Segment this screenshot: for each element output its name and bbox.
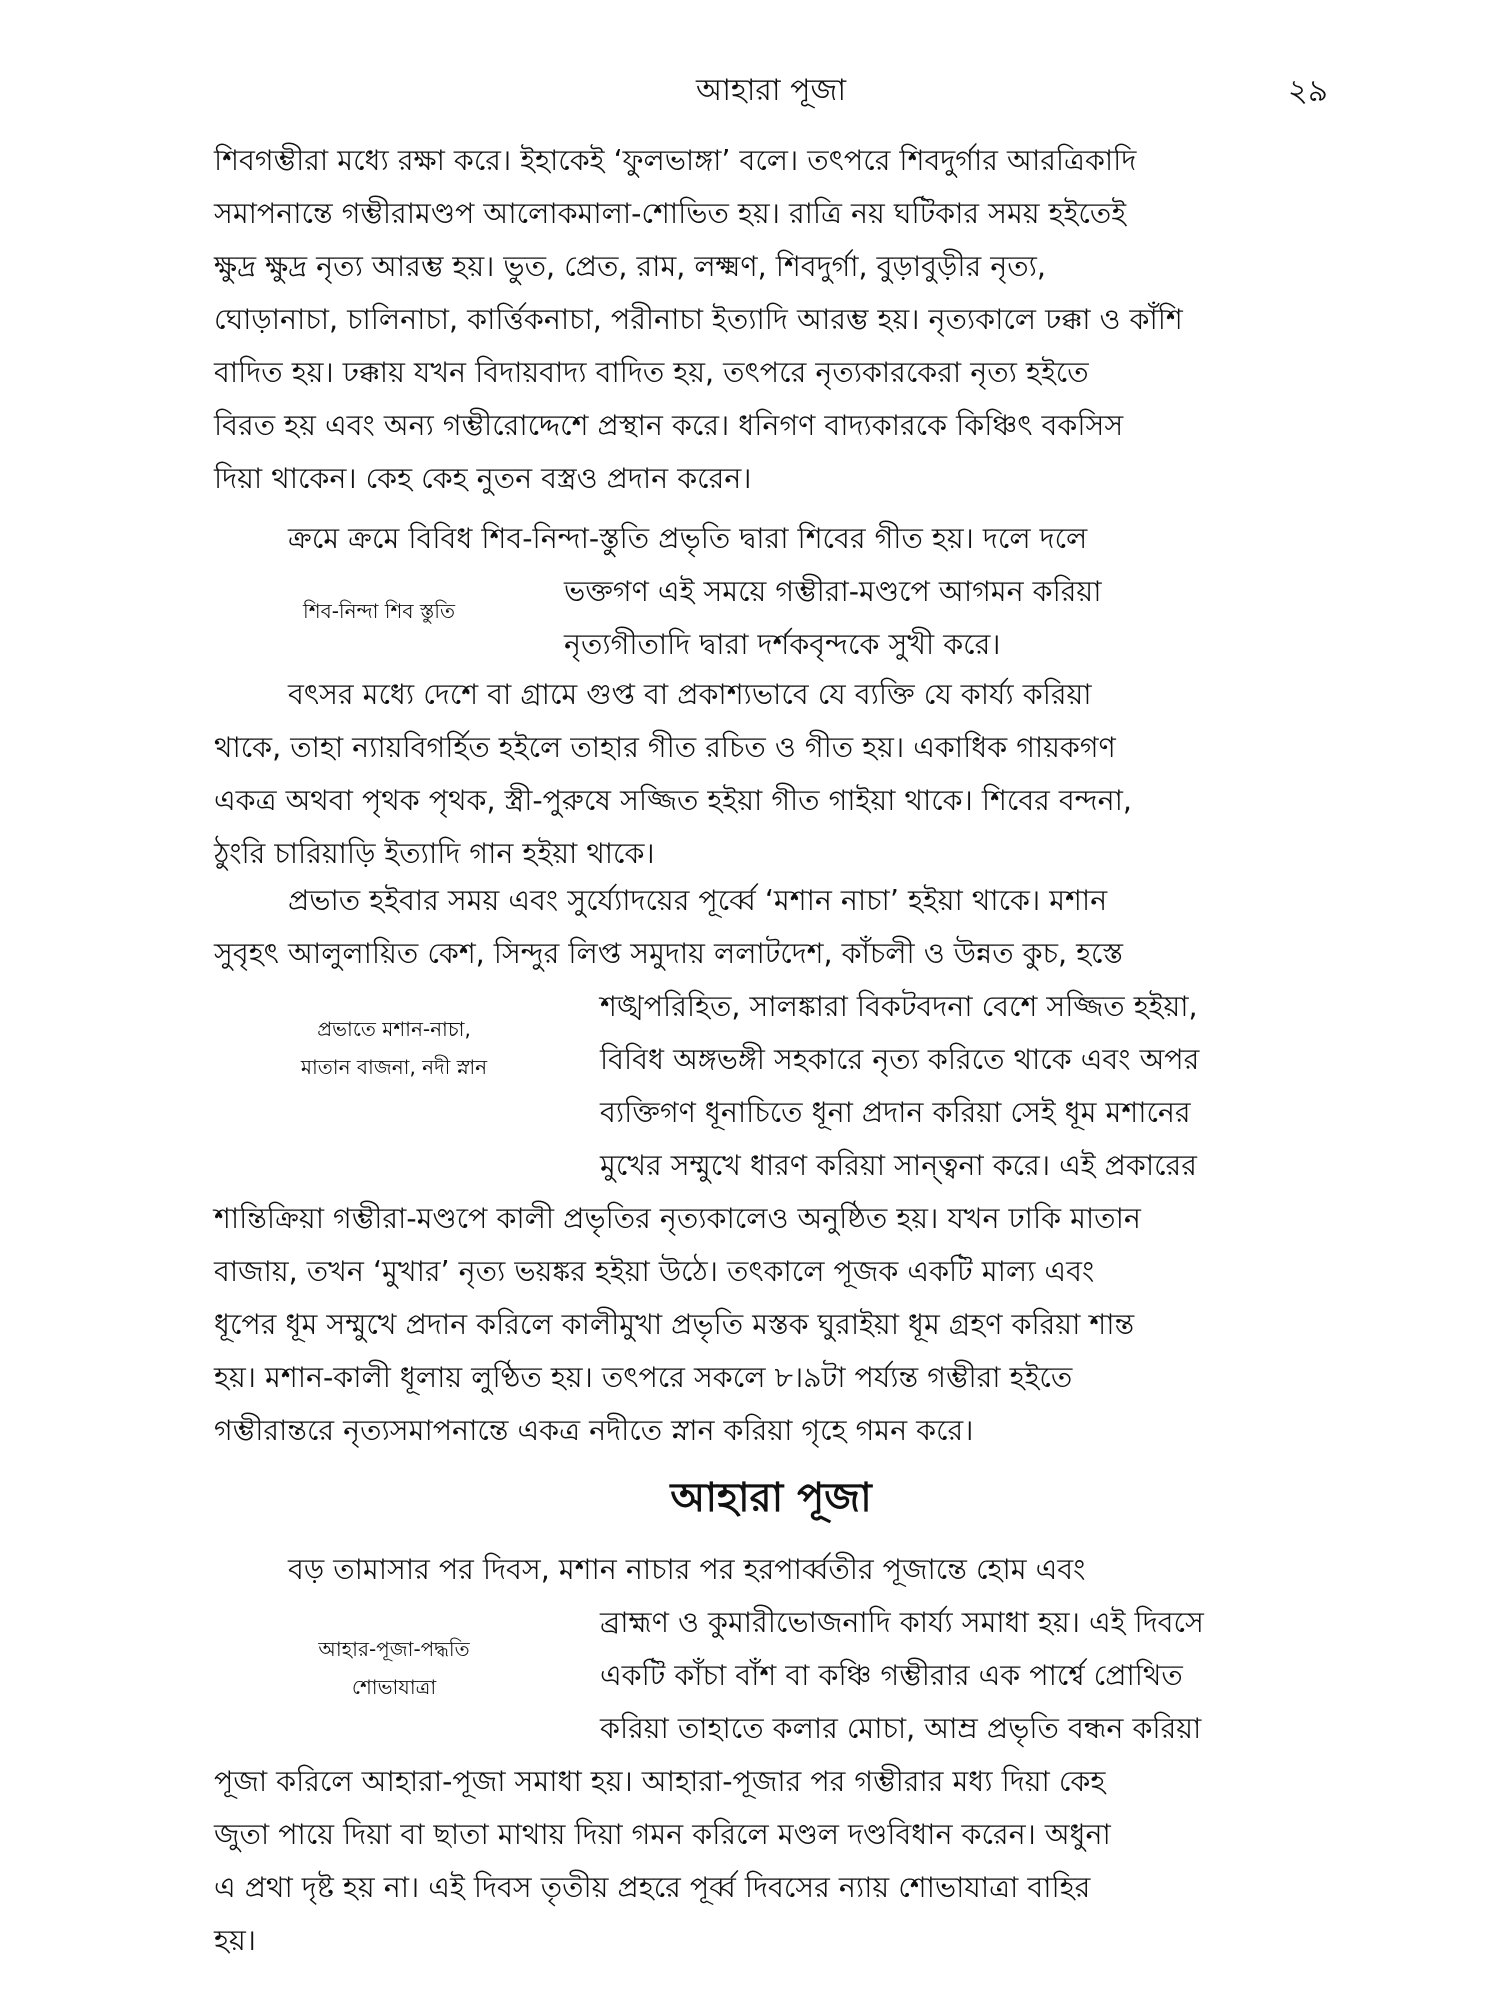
- text-line: জুতা পায়ে দিয়া বা ছাতা মাথায় দিয়া গমন করিলে মণ্ডল দণ্ডবিধান করেন। অধুনা: [214, 1818, 1111, 1851]
- text-line: বিবিধ অঙ্গভঙ্গী সহকারে নৃত্য করিতে থাকে এবং অপর: [600, 1043, 1200, 1076]
- text-line: মুখের সম্মুখে ধারণ করিয়া সান্ত্বনা করে। এই প্রকারের: [600, 1149, 1197, 1182]
- paragraph-5-middle: [600, 1596, 1328, 1755]
- margin-note-ahara: [214, 1630, 574, 1706]
- paragraph-5-bottom: [214, 1755, 1328, 1967]
- text-line: হয়।: [214, 1924, 256, 1957]
- section-heading: আহারা পূজা: [670, 1475, 872, 1521]
- text-line: হয়। মশান-কালী ধূলায় লুণ্ঠিত হয়। তৎপরে সকলে ৮।৯টা পর্য্যন্ত গম্ভীরা হইতে: [214, 1361, 1073, 1394]
- margin-note-line: আহার-পূজা-পদ্ধতি: [318, 1637, 470, 1661]
- text-line: সমাপনান্তে গম্ভীরামণ্ডপ আলোকমালা-শোভিত হয়। রাত্রি নয় ঘটিকার সময় হইতেই: [214, 197, 1127, 230]
- paragraph-4-top: [214, 874, 1328, 980]
- text-line: ক্ষুদ্র ক্ষুদ্র নৃত্য আরম্ভ হয়। ভুত, প্রেত, রাম, লক্ষ্মণ, শিবদুর্গা, বুড়াবুড়ীর নৃত্য,: [214, 250, 1046, 283]
- text-line: বাজায়, তখন ‘মুখার’ নৃত্য ভয়ঙ্কর হইয়া উঠে। তৎকালে পূজক একটি মাল্য এবং: [214, 1255, 1095, 1288]
- text-line: ব্রাহ্মণ ও কুমারীভোজনাদি কার্য্য সমাধা হয়। এই দিবসে: [600, 1606, 1204, 1639]
- paragraph-4-middle: [600, 980, 1328, 1192]
- text-line: শিবগম্ভীরা মধ্যে রক্ষা করে। ইহাকেই ‘ফুলভাঙ্গা’ বলে। তৎপরে শিবদুর্গার আরত্রিকাদি: [214, 144, 1137, 177]
- text-line: নৃত্যগীতাদি দ্বারা দর্শকবৃন্দকে সুখী করে।: [564, 628, 1001, 661]
- text-line: বড় তামাসার পর দিবস, মশান নাচার পর হরপার্ব্বতীর পূজান্তে হোম এবং: [288, 1553, 1086, 1586]
- margin-note-line: শোভাযাত্রা: [351, 1675, 437, 1699]
- margin-note-line: প্রভাতে মশান-নাচা,: [317, 1017, 471, 1041]
- page-number: ২৯: [1287, 73, 1328, 109]
- text-line: ঠুংরি চারিয়াড়ি ইত্যাদি গান হইয়া থাকে।: [214, 837, 655, 870]
- paragraph-3: [214, 668, 1328, 880]
- text-line: ব্যক্তিগণ ধূনাচিতে ধূনা প্রদান করিয়া সেই ধূম মশানের: [600, 1096, 1191, 1129]
- margin-note-mashan: [214, 1010, 574, 1086]
- text-line: বৎসর মধ্যে দেশে বা গ্রামে গুপ্ত বা প্রকাশ্যভাবে যে ব্যক্তি যে কার্য্য করিয়া: [288, 678, 1092, 711]
- paragraph-5-first-line: [214, 1543, 1328, 1596]
- text-line: সুবৃহৎ আলুলায়িত কেশ, সিন্দুর লিপ্ত সমুদায় ললাটদেশ, কাঁচলী ও উন্নত কুচ, হস্তে: [214, 937, 1124, 970]
- text-line: একটি কাঁচা বাঁশ বা কঞ্চি গম্ভীরার এক পার্শ্বে প্রোথিত: [600, 1659, 1183, 1692]
- text-line: বাদিত হয়। ঢক্কায় যখন বিদায়বাদ্য বাদিত হয়, তৎপরে নৃত্যকারকেরা নৃত্য হইতে: [214, 356, 1089, 389]
- text-line: থাকে, তাহা ন্যায়বিগর্হিত হইলে তাহার গীত রচিত ও গীত হয়। একাধিক গায়কগণ: [214, 731, 1116, 764]
- text-line: দিয়া থাকেন। কেহ কেহ নুতন বস্ত্রও প্রদান করেন।: [214, 462, 752, 495]
- text-line: গম্ভীরান্তরে নৃত্যসমাপনান্তে একত্র নদীতে স্নান করিয়া গৃহে গমন করে।: [214, 1414, 974, 1447]
- margin-note-shiva: [214, 592, 544, 630]
- text-line: ক্রমে ক্রমে বিবিধ শিব-নিন্দা-স্তুতি প্রভৃতি দ্বারা শিবের গীত হয়। দলে দলে: [288, 522, 1088, 555]
- text-line: শঙ্খপরিহিত, সালঙ্কারা বিকটবদনা বেশে সজ্জিত হইয়া,: [600, 990, 1198, 1023]
- text-line: বিরত হয় এবং অন্য গম্ভীরোদ্দেশে প্রস্থান করে। ধনিগণ বাদ্যকারকে কিঞ্চিৎ বকসিস: [214, 409, 1124, 442]
- paragraph-2-continued: [564, 565, 1328, 671]
- margin-note-line: শিব-নিন্দা শিব স্তুতি: [303, 599, 455, 623]
- paragraph-1: [214, 134, 1328, 505]
- running-title: আহারা পূজা: [695, 73, 847, 108]
- text-line: শান্তিক্রিয়া গম্ভীরা-মণ্ডপে কালী প্রভৃতির নৃত্যকালেও অনুষ্ঠিত হয়। যখন ঢাকি মাতান: [214, 1202, 1141, 1235]
- text-line: পূজা করিলে আহারা-পূজা সমাধা হয়। আহারা-পূজার পর গম্ভীরার মধ্য দিয়া কেহ: [214, 1765, 1106, 1798]
- running-header: [214, 66, 1328, 116]
- text-line: এ প্রথা দৃষ্ট হয় না। এই দিবস তৃতীয় প্রহরে পূর্ব্ব দিবসের ন্যায় শোভাযাত্রা বাহির: [214, 1871, 1091, 1904]
- text-line: করিয়া তাহাতে কলার মোচা, আম্র প্রভৃতি বন্ধন করিয়া: [600, 1712, 1202, 1745]
- text-line: ভক্তগণ এই সময়ে গম্ভীরা-মণ্ডপে আগমন করিয়া: [564, 575, 1102, 608]
- text-line: একত্র অথবা পৃথক পৃথক, স্ত্রী-পুরুষে সজ্জিত হইয়া গীত গাইয়া থাকে। শিবের বন্দনা,: [214, 784, 1132, 817]
- margin-note-line: মাতান বাজনা, নদী স্নান: [300, 1055, 488, 1079]
- paragraph-2-first-line: [214, 512, 1328, 565]
- paragraph-4-bottom: [214, 1192, 1328, 1457]
- text-line: ঘোড়ানাচা, চালিনাচা, কার্ত্তিকনাচা, পরীনাচা ইত্যাদি আরম্ভ হয়। নৃত্যকালে ঢক্কা ও কাঁশি: [214, 303, 1183, 336]
- text-line: ধূপের ধূম সম্মুখে প্রদান করিলে কালীমুখা প্রভৃতি মস্তক ঘুরাইয়া ধূম গ্রহণ করিয়া শান্ত: [214, 1308, 1135, 1341]
- text-line: প্রভাত হইবার সময় এবং সুর্য্যোদয়ের পূর্ব্বে ‘মশান নাচা’ হইয়া থাকে। মশান: [288, 884, 1108, 917]
